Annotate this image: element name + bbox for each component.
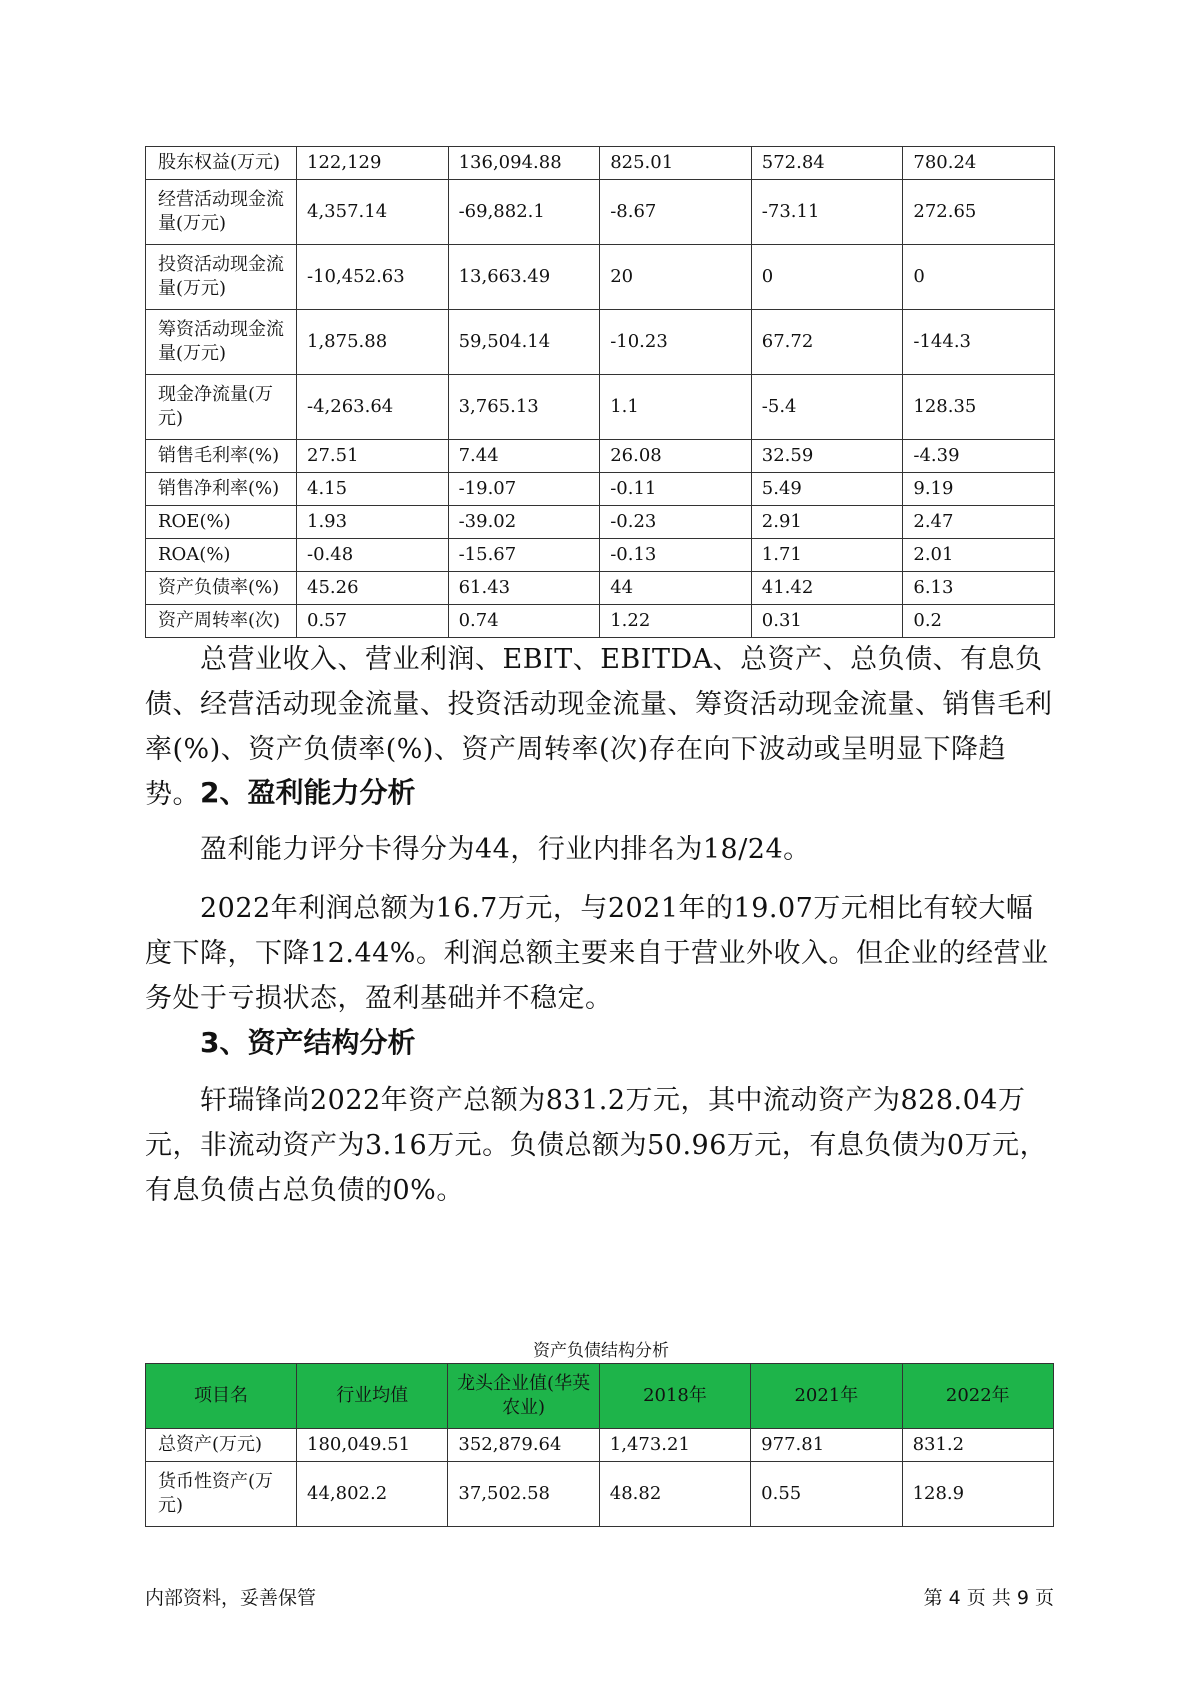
table-cell: -4,263.64 xyxy=(297,375,449,440)
row-label: 现金净流量(万元) xyxy=(146,375,297,440)
column-header: 2021年 xyxy=(751,1364,902,1429)
row-label: 销售净利率(%) xyxy=(146,473,297,506)
table-cell: 44 xyxy=(600,572,752,605)
table-row xyxy=(146,375,1055,440)
table-cell: 780.24 xyxy=(903,147,1055,180)
row-label: 资产周转率(次) xyxy=(146,605,297,638)
table-cell: -15.67 xyxy=(448,539,600,572)
table-cell: -0.11 xyxy=(600,473,752,506)
table-cell: 0.74 xyxy=(448,605,600,638)
table-cell: 1,473.21 xyxy=(599,1429,750,1462)
table-row xyxy=(146,245,1055,310)
table-header-row xyxy=(146,1364,1054,1429)
table-cell: -0.23 xyxy=(600,506,752,539)
asset-analysis-paragraph: 轩瑞锋尚2022年资产总额为831.2万元，其中流动资产为828.04万元，非流动资产为3.16万元。负债总额为50.96万元，有息负债为0万元，有息负债占总负债的0%。 xyxy=(145,1085,1048,1206)
row-label: ROA(%) xyxy=(146,539,297,572)
section-heading-profitability: 2、盈利能力分析 xyxy=(200,776,416,809)
table-cell: -73.11 xyxy=(751,180,903,245)
financial-indicators-table xyxy=(145,146,1055,638)
column-header: 行业均值 xyxy=(297,1364,448,1429)
section-heading-asset-structure: 3、资产结构分析 xyxy=(200,1026,416,1059)
table-cell: -144.3 xyxy=(903,310,1055,375)
table-cell: 1.71 xyxy=(751,539,903,572)
table-cell: 2.91 xyxy=(751,506,903,539)
table-row xyxy=(146,440,1055,473)
table-cell: 48.82 xyxy=(599,1462,750,1527)
table-cell: 1,875.88 xyxy=(297,310,449,375)
table-cell: 5.49 xyxy=(751,473,903,506)
table-cell: 7.44 xyxy=(448,440,600,473)
table-cell: 45.26 xyxy=(297,572,449,605)
table-cell: -0.13 xyxy=(600,539,752,572)
table-cell: -19.07 xyxy=(448,473,600,506)
table-cell: 3,765.13 xyxy=(448,375,600,440)
table-cell: 0.57 xyxy=(297,605,449,638)
table-row xyxy=(146,506,1055,539)
footer-page-number: 第 4 页 共 9 页 xyxy=(923,1587,1054,1609)
table-cell: 59,504.14 xyxy=(448,310,600,375)
table-cell: -10.23 xyxy=(600,310,752,375)
column-header: 龙头企业值(华英农业) xyxy=(448,1364,599,1429)
table-cell: 0.2 xyxy=(903,605,1055,638)
row-label: 投资活动现金流量(万元) xyxy=(146,245,297,310)
table-cell: 272.65 xyxy=(903,180,1055,245)
table-cell: 1.22 xyxy=(600,605,752,638)
table-cell: -69,882.1 xyxy=(448,180,600,245)
table-cell: 1.1 xyxy=(600,375,752,440)
table-cell: 6.13 xyxy=(903,572,1055,605)
profit-score-paragraph: 盈利能力评分卡得分为44，行业内排名为18/24。 xyxy=(200,834,811,865)
table-cell: 1.93 xyxy=(297,506,449,539)
column-header: 2018年 xyxy=(599,1364,750,1429)
row-label: 总资产(万元) xyxy=(146,1429,297,1462)
row-label: 货币性资产(万元) xyxy=(146,1462,297,1527)
table-cell: 122,129 xyxy=(297,147,449,180)
table-cell: 352,879.64 xyxy=(448,1429,599,1462)
table-row xyxy=(146,147,1055,180)
table-cell: 825.01 xyxy=(600,147,752,180)
table-cell: 0 xyxy=(903,245,1055,310)
table-cell: 41.42 xyxy=(751,572,903,605)
table-row xyxy=(146,1462,1054,1527)
table-cell: 27.51 xyxy=(297,440,449,473)
table-cell: 13,663.49 xyxy=(448,245,600,310)
table-cell: 128.9 xyxy=(902,1462,1053,1527)
table-cell: 9.19 xyxy=(903,473,1055,506)
profit-analysis-paragraph: 2022年利润总额为16.7万元，与2021年的19.07万元相比有较大幅度下降，下降12.44%。利润总额主要来自于营业外收入。但企业的经营业务处于亏损状态，盈利基础并不稳定。 xyxy=(145,893,1049,1014)
table-row xyxy=(146,473,1055,506)
table-row xyxy=(146,310,1055,375)
table-cell: -10,452.63 xyxy=(297,245,449,310)
table-cell: 572.84 xyxy=(751,147,903,180)
table-cell: -0.48 xyxy=(297,539,449,572)
table-cell: 67.72 xyxy=(751,310,903,375)
table-cell: 32.59 xyxy=(751,440,903,473)
table-cell: 2.47 xyxy=(903,506,1055,539)
table-cell: 977.81 xyxy=(751,1429,902,1462)
table-cell: 0.31 xyxy=(751,605,903,638)
asset-liability-structure-table xyxy=(145,1363,1054,1527)
table-cell: 44,802.2 xyxy=(297,1462,448,1527)
table-cell: 0 xyxy=(751,245,903,310)
table-cell: 61.43 xyxy=(448,572,600,605)
column-header: 2022年 xyxy=(902,1364,1053,1429)
row-label: 经营活动现金流量(万元) xyxy=(146,180,297,245)
table-row xyxy=(146,572,1055,605)
table-cell: 180,049.51 xyxy=(297,1429,448,1462)
table-row xyxy=(146,539,1055,572)
table-row xyxy=(146,180,1055,245)
table-caption: 资产负债结构分析 xyxy=(533,1341,669,1361)
row-label: 筹资活动现金流量(万元) xyxy=(146,310,297,375)
table-cell: 0.55 xyxy=(751,1462,902,1527)
footer-confidential-note: 内部资料，妥善保管 xyxy=(145,1587,317,1609)
row-label: 资产负债率(%) xyxy=(146,572,297,605)
table-cell: -39.02 xyxy=(448,506,600,539)
row-label: 销售毛利率(%) xyxy=(146,440,297,473)
table-cell: 20 xyxy=(600,245,752,310)
table-row xyxy=(146,605,1055,638)
row-label: ROE(%) xyxy=(146,506,297,539)
table-cell: -4.39 xyxy=(903,440,1055,473)
table-cell: 128.35 xyxy=(903,375,1055,440)
table-cell: 4,357.14 xyxy=(297,180,449,245)
trend-paragraph: 总营业收入、营业利润、EBIT、EBITDA、总资产、总负债、有息负债、经营活动现金流量、投资活动现金流量、筹资活动现金流量、销售毛利率(%)、资产负债率(%)、资产周转率(次)存在向下波动或呈明显下降趋势。 xyxy=(145,644,1053,810)
table-cell: 37,502.58 xyxy=(448,1462,599,1527)
table-row xyxy=(146,1429,1054,1462)
table-cell: -8.67 xyxy=(600,180,752,245)
table-cell: 26.08 xyxy=(600,440,752,473)
table-cell: -5.4 xyxy=(751,375,903,440)
row-label: 股东权益(万元) xyxy=(146,147,297,180)
table-cell: 831.2 xyxy=(902,1429,1053,1462)
table-cell: 2.01 xyxy=(903,539,1055,572)
column-header: 项目名 xyxy=(146,1364,297,1429)
table-cell: 4.15 xyxy=(297,473,449,506)
table-cell: 136,094.88 xyxy=(448,147,600,180)
